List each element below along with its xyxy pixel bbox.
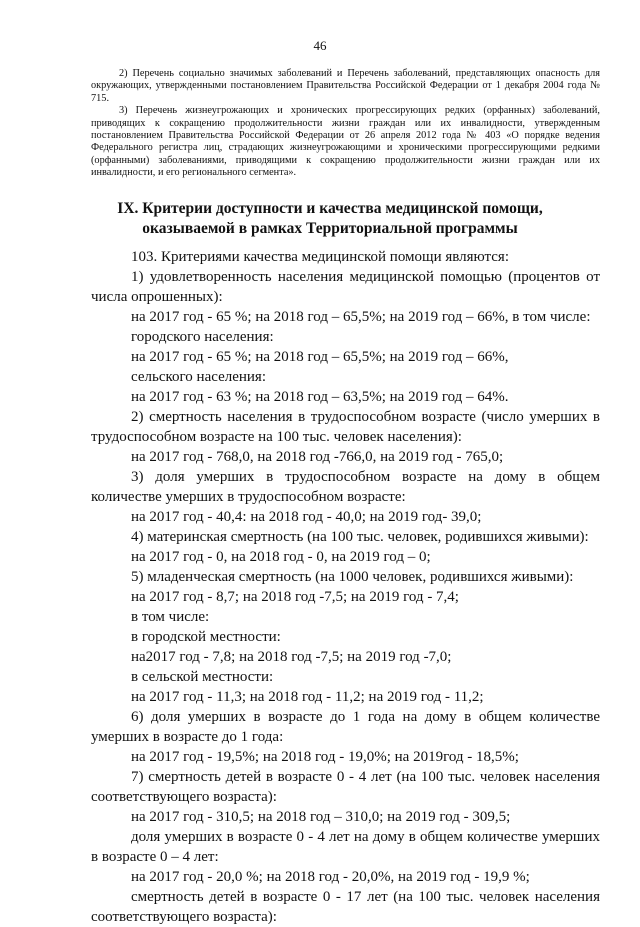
criterion-1: 1) удовлетворенность населения медицинской помощью (процентов от числа опрошенных): bbox=[91, 269, 600, 305]
criterion-5-rural-values: на 2017 год - 11,3; на 2018 год - 11,2; на 2019 год - 11,2; bbox=[131, 689, 484, 705]
criterion-5-rural-label: в сельской местности: bbox=[131, 669, 274, 685]
criterion-1-rural-label: сельского населения: bbox=[131, 369, 266, 385]
criterion-3: 3) доля умерших в трудоспособном возрасте на дому в общем количестве умерших в трудоспособном возрасте: bbox=[91, 469, 600, 505]
criterion-1-values: на 2017 год - 65 %; на 2018 год – 65,5%; на 2019 год – 66%, в том числе: bbox=[131, 309, 591, 325]
criterion-4-values: на 2017 год - 0, на 2018 год - 0, на 2019 год – 0; bbox=[131, 549, 431, 565]
criterion-6: 6) доля умерших в возрасте до 1 года на дому в общем количестве умерших в возрасте до 1 года: bbox=[91, 709, 600, 745]
criterion-5-including: в том числе: bbox=[131, 609, 210, 625]
section-heading-line-1: IX. Критерии доступности и качества медицинской помощи, bbox=[117, 200, 543, 217]
criterion-2-values: на 2017 год - 768,0, на 2018 год -766,0, на 2019 год - 765,0; bbox=[131, 449, 504, 465]
criterion-4: 4) материнская смертность (на 100 тыс. человек, родившихся живыми): bbox=[131, 529, 589, 545]
criterion-3-values: на 2017 год - 40,4: на 2018 год - 40,0; на 2019 год- 39,0; bbox=[131, 509, 482, 525]
footnote-2: 2) Перечень социально значимых заболеваний и Перечень заболеваний, представляющих опасность для окружающих, утвержденными постановлением Правительства Российской Федерации от 1 декабря 2004 года № 715. bbox=[91, 68, 600, 104]
footnote-3: 3) Перечень жизнеугрожающих и хронических прогрессирующих редких (орфанных) заболеваний, приводящих к сокращению продолжительности жизни граждан или их инвалидности, утвержденным постановлением Правительства Российской Федерации от 26 апреля 2012 года № 403 «О порядке ведения Федерального регистра лиц, страдающих жизнеугрожающими и хроническими прогрессирующими редкими (орфанными) заболеваниями, приводящими к сокращению продолжительности жизни граждан или их инвалидности, и его регионального сегмента». bbox=[91, 105, 600, 179]
footnotes bbox=[91, 68, 600, 180]
criterion-1-urban-label: городского населения: bbox=[131, 329, 274, 345]
section-heading-line-2: оказываемой в рамках Территориальной программы bbox=[142, 220, 518, 237]
criterion-6-values: на 2017 год - 19,5%; на 2018 год - 19,0%; на 2019год - 18,5%; bbox=[131, 749, 519, 765]
criterion-5-urban-label: в городской местности: bbox=[131, 629, 281, 645]
criterion-1-urban-values: на 2017 год - 65 %; на 2018 год – 65,5%; на 2019 год – 66%, bbox=[131, 349, 509, 365]
body-text bbox=[91, 247, 600, 927]
page-number: 46 bbox=[313, 38, 327, 53]
section-heading bbox=[60, 199, 600, 239]
criterion-7-home-share-values: на 2017 год - 20,0 %; на 2018 год - 20,0%, на 2019 год - 19,9 %; bbox=[131, 869, 530, 885]
criterion-child-mortality-0-17: смертность детей в возрасте 0 - 17 лет (на 100 тыс. человек населения соответствующего возраста): bbox=[91, 889, 600, 925]
criteria-intro: 103. Критериями качества медицинской помощи являются: bbox=[131, 249, 509, 265]
criterion-1-rural-values: на 2017 год - 63 %; на 2018 год – 63,5%; на 2019 год – 64%. bbox=[131, 389, 509, 405]
criterion-7-home-share: доля умерших в возрасте 0 - 4 лет на дому в общем количестве умерших в возрасте 0 – 4 лет: bbox=[91, 829, 600, 865]
criterion-5-values: на 2017 год - 8,7; на 2018 год -7,5; на 2019 год - 7,4; bbox=[131, 589, 459, 605]
criterion-7: 7) смертность детей в возрасте 0 - 4 лет (на 100 тыс. человек населения соответствующего возраста): bbox=[91, 769, 600, 805]
criterion-5-urban-values: на2017 год - 7,8; на 2018 год -7,5; на 2019 год -7,0; bbox=[131, 649, 452, 665]
criterion-2: 2) смертность населения в трудоспособном возрасте (число умерших в трудоспособном возрасте на 100 тыс. человек населения): bbox=[91, 409, 600, 445]
criterion-7-values: на 2017 год - 310,5; на 2018 год – 310,0; на 2019 год - 309,5; bbox=[131, 809, 511, 825]
criterion-5: 5) младенческая смертность (на 1000 человек, родившихся живыми): bbox=[131, 569, 574, 585]
